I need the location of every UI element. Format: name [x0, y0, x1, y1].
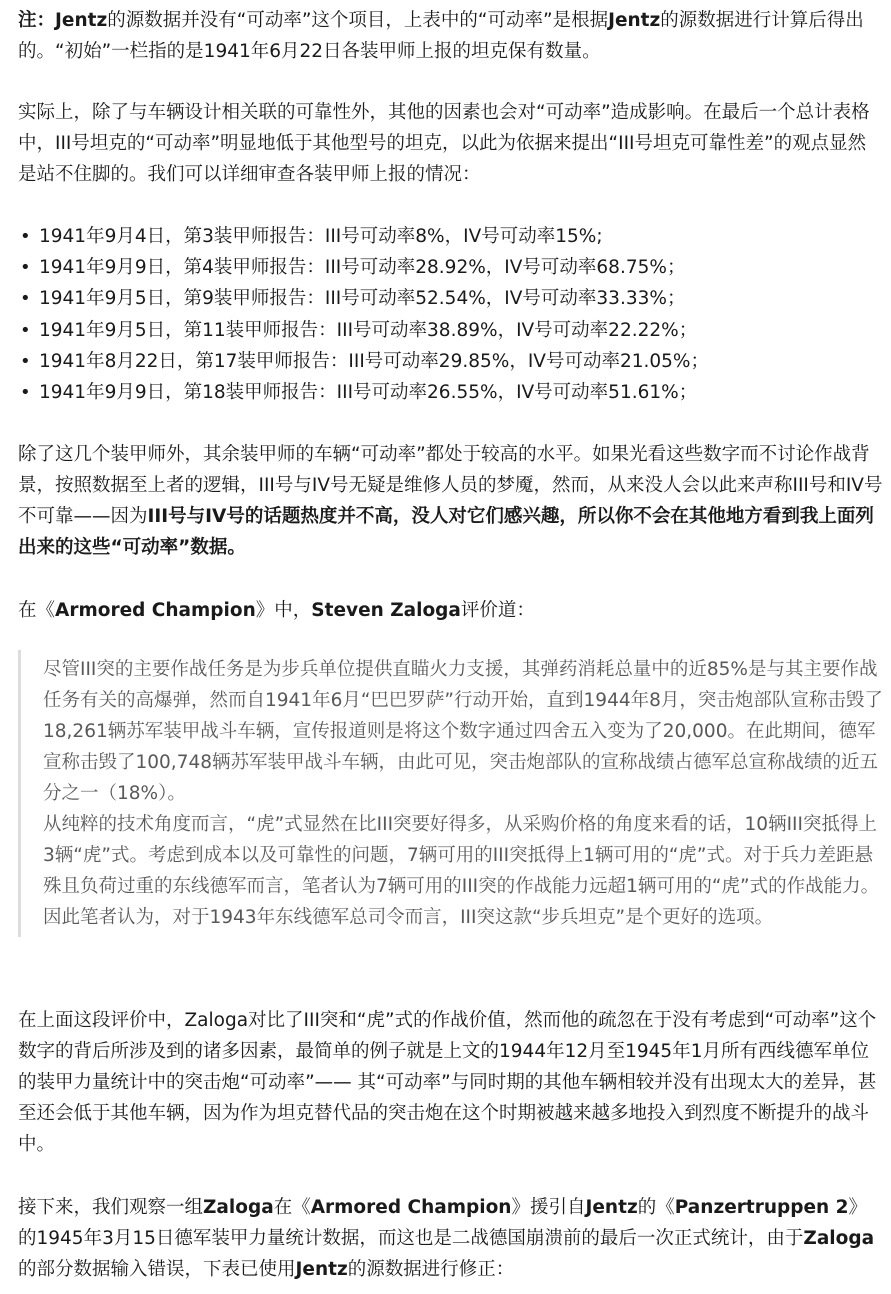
text: 的部分数据输入错误，下表已使用 [18, 1259, 296, 1280]
author-name: Zaloga [203, 1197, 274, 1218]
text: 在《 [18, 600, 56, 621]
note-text: 的源数据并没有“可动率”这个项目，上表中的“可动率”是根据 [107, 10, 609, 31]
author-name: Jentz [295, 1259, 348, 1280]
list-item: • 1941年9月5日，第11装甲师报告：III号可动率38.89%，IV号可动率22.22%； [18, 315, 884, 346]
text: 接下来，我们观察一组 [18, 1197, 204, 1218]
list-item: • 1941年9月9日，第18装甲师报告：III号可动率26.55%，IV号可动率51.61%； [18, 377, 884, 408]
text: 》援引自 [511, 1197, 586, 1218]
paragraph-bold-text: III号与IV号的话题热度并不高，没人对它们感兴趣，所以你不会在其他地方看到我上面列出来的这些“可动率”数据。 [18, 506, 874, 558]
list-item: • 1941年9月5日，第9装甲师报告：III号可动率52.54%，IV号可动率33.33%； [18, 283, 884, 314]
note-paragraph [18, 5, 884, 67]
note-text-2: 的源数据进行计算后得出的。“初始”一栏指的是1941年6月22日各装甲师上报的坦克保有数量。 [18, 10, 864, 62]
text: 》的1945年3月15日德军装甲力量统计数据，而这也是二战德国崩溃前的最后一次正式统计，由于 [18, 1197, 868, 1249]
author-name: Zaloga [803, 1228, 875, 1249]
book-title: Armored Champion [55, 600, 256, 621]
list-item: • 1941年9月4日，第3装甲师报告：III号可动率8%，IV号可动率15%; [18, 221, 884, 252]
book-title: Panzertruppen 2 [674, 1197, 849, 1218]
paragraph-reliability: 实际上，除了与车辆设计相关联的可靠性外，其他的因素也会对“可动率”造成影响。在最后一个总计表格中，III号坦克的“可动率”明显地低于其他型号的坦克，以此为依据来提出“III号坦克可靠性差”的观点显然是站不住脚的。我们可以详细审查各装甲师上报的情况： [18, 102, 870, 185]
text: 的源数据进行修正： [347, 1259, 515, 1280]
paragraph-quote-intro [18, 595, 884, 626]
division-report-list [18, 221, 884, 408]
text: 》中， [255, 600, 312, 621]
quote-paragraph: 从纯粹的技术角度而言，“虎”式显然在比III突要好得多，从采购价格的角度来看的话，10辆III突抵得上3辆“虎”式。考虑到成本以及可靠性的问题，7辆可用的III突抵得上1辆可用的“虎”式。对于兵力差距悬殊且负荷过重的东线德军而言，笔者认为7辆可用的III突的作战能力远超1辆可用的“虎”式的作战能力。因此笔者认为，对于1943年东线德军总司令而言，III突这款“步兵坦克”是个更好的选项。 [43, 814, 880, 928]
text: 在《 [273, 1197, 311, 1218]
paragraph-other-divisions [18, 439, 884, 563]
quote-paragraph: 尽管III突的主要作战任务是为步兵单位提供直瞄火力支援，其弹药消耗总量中的近85%是与其主要作战任务有关的高爆弹，然而自1941年6月“巴巴罗萨”行动开始，直到1944年8月，突击炮部队宣称击毁了18,261辆苏军装甲战斗车辆，宣传报道则是将这个数字通过四舍五入变为了20,000。在此期间，德军宣称击毁了100,748辆苏军装甲战斗车辆，由此可见，突击炮部队的宣称战绩占德军总宣称战绩的近五分之一（18%）。 [43, 659, 883, 804]
book-title: Armored Champion [310, 1197, 512, 1218]
paragraph-next-data [18, 1192, 884, 1285]
text: 评价道： [460, 600, 535, 621]
paragraph-analysis: 在上面这段评价中，Zaloga对比了III突和“虎”式的作战价值，然而他的疏忽在于没有考虑到“可动率”这个数字的背后所涉及到的诸多因素，最简单的例子就是上文的1944年12月至1945年1月所有西线德军单位的装甲力量统计中的突击炮“可动率”—— 其“可动率”与同时期的其他车辆相较并没有出现太大的差异，甚至还会低于其他车辆，因为作为坦克替代品的突击炮在这个时期被越来越多地投入到烈度不断提升的战斗中。 [18, 1010, 877, 1155]
note-author-2: Jentz [608, 10, 661, 31]
paragraph-text: 除了这几个装甲师外，其余装甲师的车辆“可动率”都处于较高的水平。如果光看这些数字而不讨论作战背景，按照数据至上者的逻辑，III号与IV号无疑是维修人员的梦魇，然而，从来没人会以此来声称III号和IV号不可靠——因为 [18, 444, 883, 527]
author-name: Steven Zaloga [311, 600, 461, 621]
author-name: Jentz [585, 1197, 638, 1218]
list-item: • 1941年9月9日，第4装甲师报告：III号可动率28.92%，IV号可动率68.75%； [18, 252, 884, 283]
text: 的《 [637, 1197, 675, 1218]
zaloga-quote [18, 650, 884, 937]
note-author: Jentz [55, 10, 108, 31]
list-item: • 1941年8月22日，第17装甲师报告：III号可动率29.85%，IV号可动率21.05%； [18, 346, 884, 377]
note-label: 注： [18, 10, 56, 31]
